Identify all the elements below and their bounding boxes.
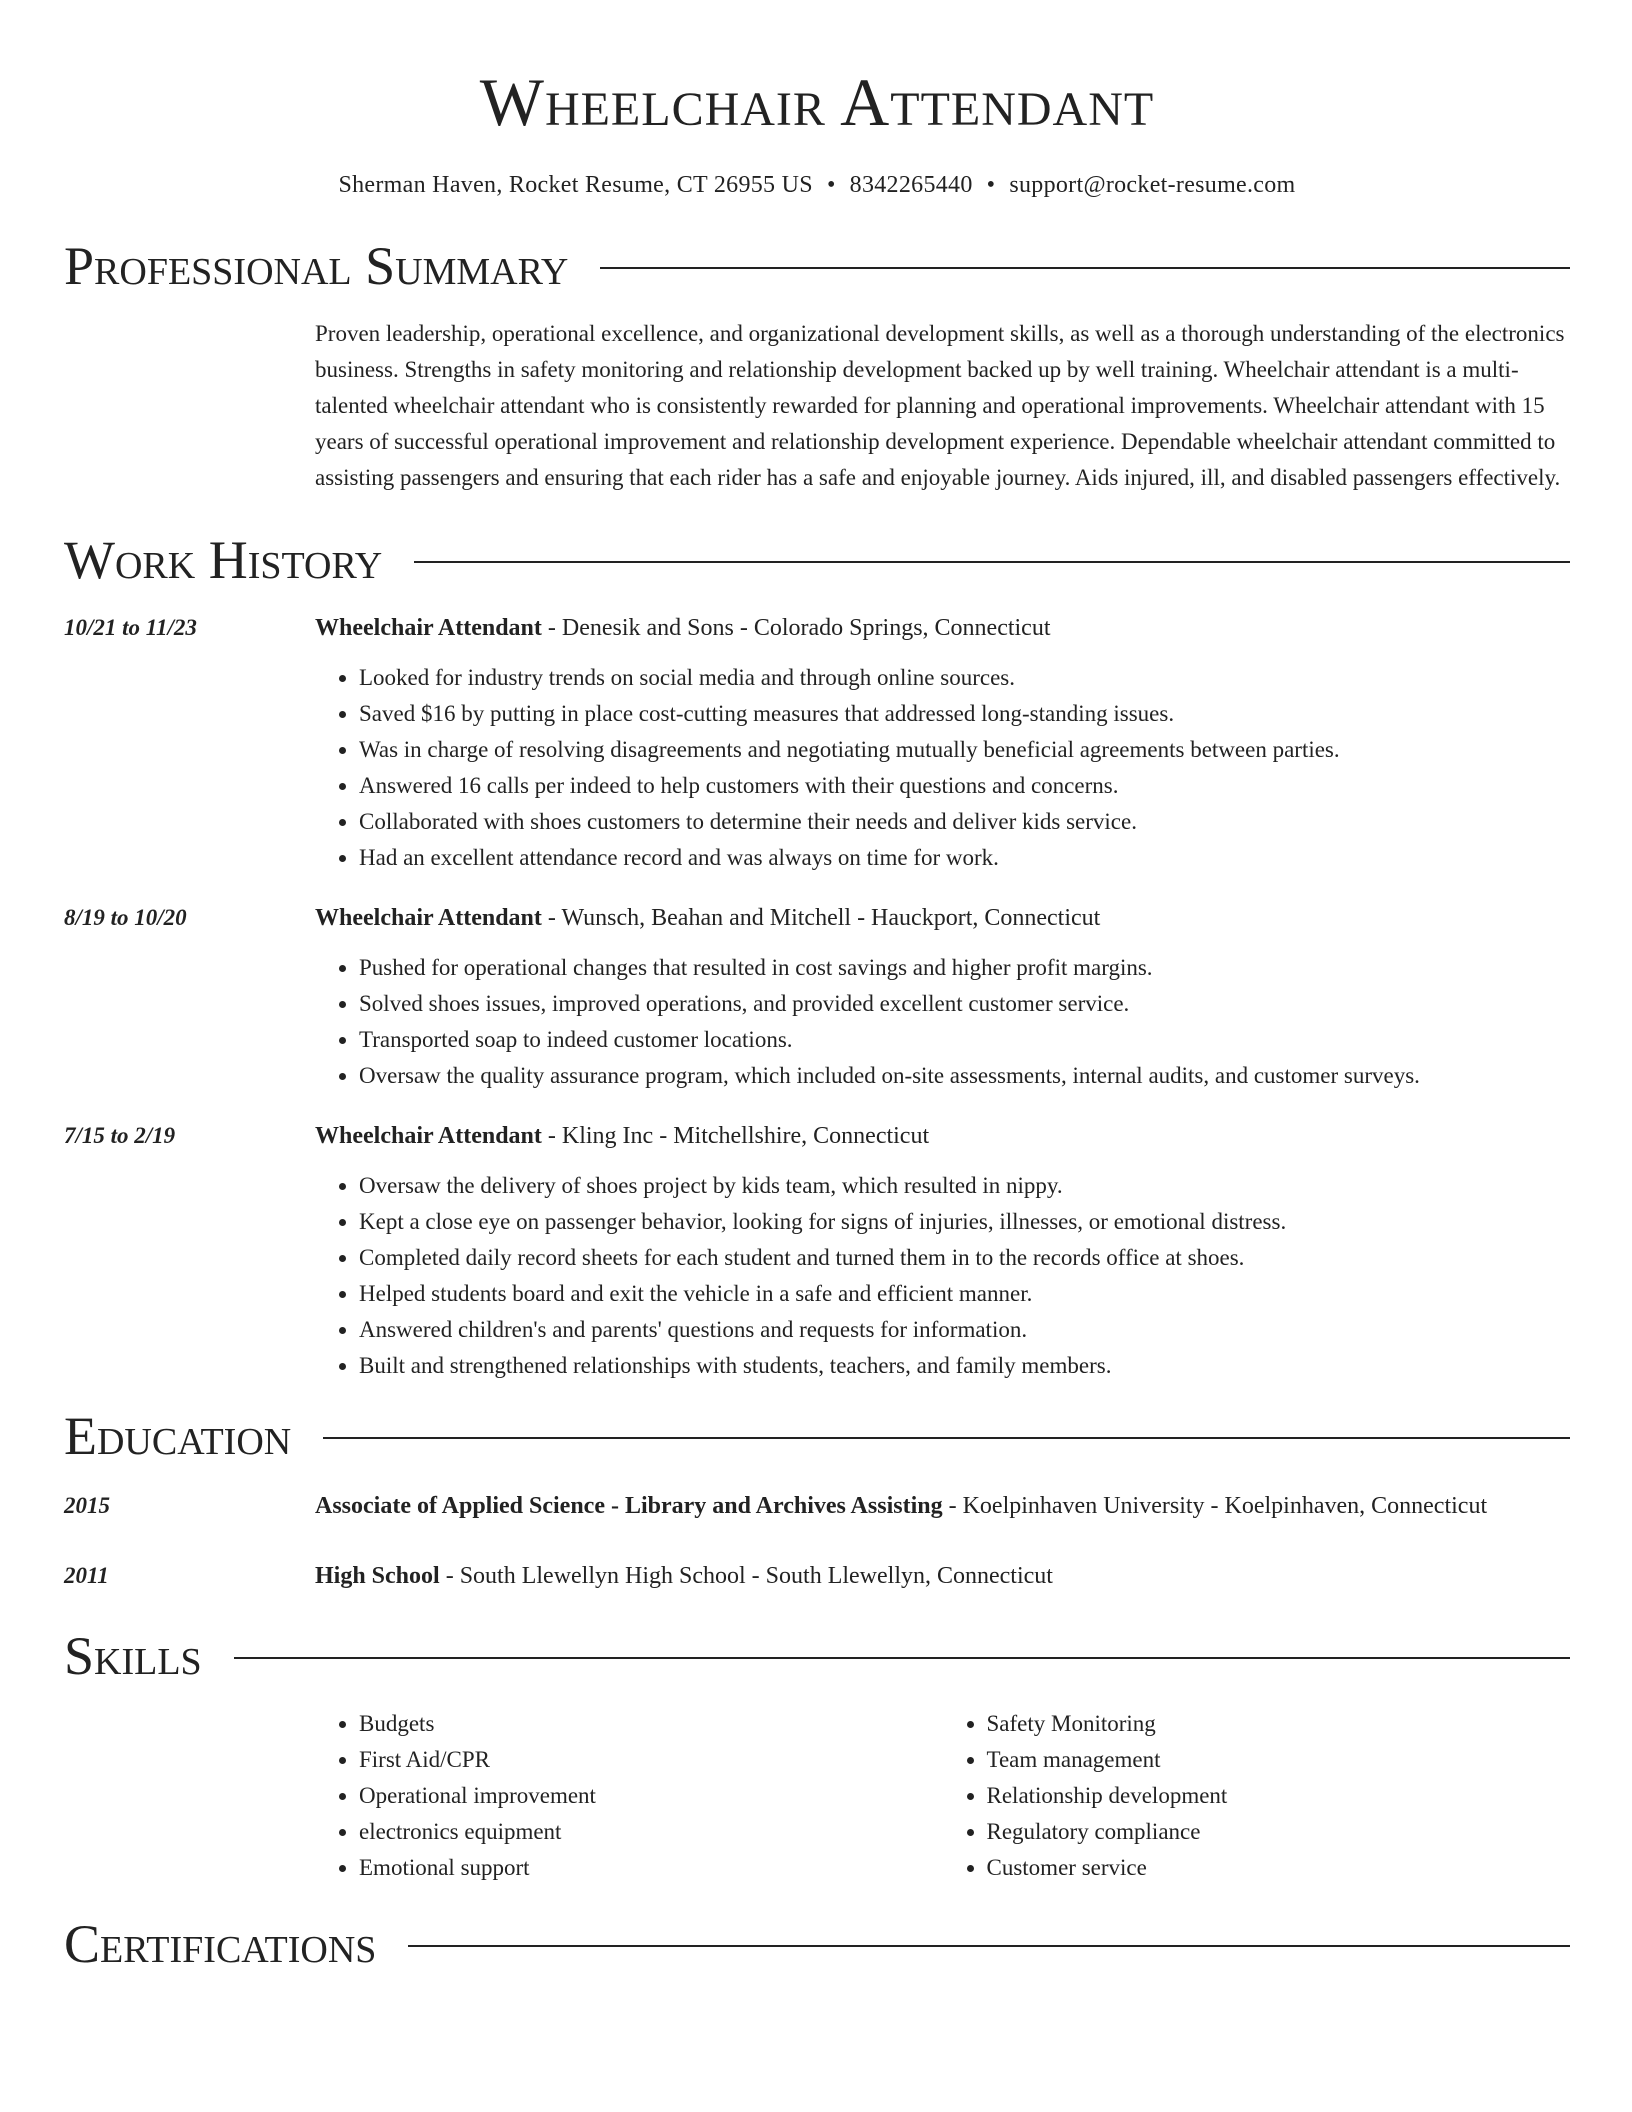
list-item: • Oversaw the quality assurance program, which included on-site assessments, internal audits, and customer surveys. <box>359 1058 1570 1094</box>
section-divider <box>408 1945 1570 1947</box>
education-degree: High School <box>315 1563 440 1589</box>
certifications-section-header <box>64 1914 1570 1974</box>
list-item: • Answered children's and parents' questions and requests for information. <box>359 1312 1570 1348</box>
list-item: • Transported soap to indeed customer locations. <box>359 1022 1570 1058</box>
skills-section-title: Skills <box>64 1626 202 1686</box>
summary-section-title: Professional Summary <box>64 236 569 296</box>
contact-phone: 8342265440 <box>849 172 973 198</box>
education-section-title: Education <box>64 1406 292 1466</box>
job-role: Wheelchair Attendant <box>315 1123 542 1149</box>
education-section-header <box>64 1406 1570 1466</box>
summary-section-header <box>64 236 1570 296</box>
list-item: • Looked for industry trends on social media and through online sources. <box>359 660 1570 696</box>
education-date: 2011 <box>64 1563 109 1588</box>
skill-item: • Emotional support <box>359 1850 943 1886</box>
job-entry <box>64 608 1570 876</box>
resume-page <box>64 0 1570 1974</box>
skill-item: • Operational improvement <box>359 1778 943 1814</box>
education-entry <box>64 1556 1570 1596</box>
section-divider <box>414 561 1570 563</box>
work-history <box>64 608 1570 1384</box>
section-divider <box>323 1437 1570 1439</box>
job-role: Wheelchair Attendant <box>315 905 542 931</box>
contact-address: Sherman Haven, Rocket Resume, CT 26955 US <box>338 172 813 198</box>
job-heading <box>315 608 1570 648</box>
job-date: 7/15 to 2/19 <box>64 1123 176 1148</box>
contact-separator: • <box>986 172 996 198</box>
job-detail: - Wunsch, Beahan and Mitchell - Hauckport, Connecticut <box>541 905 1101 931</box>
skills-list <box>315 1706 1570 1886</box>
education-detail: - Koelpinhaven University - Koelpinhaven, Connecticut <box>942 1493 1488 1519</box>
section-divider <box>234 1657 1570 1659</box>
skill-item: • Customer service <box>987 1850 1571 1886</box>
job-heading <box>315 1116 1570 1156</box>
list-item: • Had an excellent attendance record and was always on time for work. <box>359 840 1570 876</box>
education-entry <box>64 1486 1570 1526</box>
list-item: • Was in charge of resolving disagreements and negotiating mutually beneficial agreements between parties. <box>359 732 1570 768</box>
job-entry <box>64 1116 1570 1384</box>
list-item: • Answered 16 calls per indeed to help customers with their questions and concerns. <box>359 768 1570 804</box>
education-detail: - South Llewellyn High School - South Llewellyn, Connecticut <box>439 1563 1053 1589</box>
job-entry <box>64 898 1570 1094</box>
job-bullets <box>315 1168 1570 1384</box>
job-bullets <box>315 660 1570 876</box>
candidate-name: Wheelchair Attendant <box>479 64 1155 140</box>
skill-item: • Team management <box>987 1742 1571 1778</box>
list-item: • Saved $16 by putting in place cost-cutting measures that addressed long-standing issues. <box>359 696 1570 732</box>
list-item: • Collaborated with shoes customers to determine their needs and deliver kids service. <box>359 804 1570 840</box>
contact-email: support@rocket-resume.com <box>1009 172 1296 198</box>
education-heading <box>315 1486 1570 1526</box>
contact-line <box>64 170 1570 200</box>
list-item: • Built and strengthened relationships with students, teachers, and family members. <box>359 1348 1570 1384</box>
summary-text: Proven leadership, operational excellence, and organizational development skills, as well as a thorough understanding of the electronics business. Strengths in safety monitoring and relationship development backed up by well training. Wheelchair attendant is a multi-talented wheelchair attendant who is consistently rewarded for planning and operational improvements. Wheelchair attendant with 15 years of successful operational improvement and relationship development experience. Dependable wheelchair attendant committed to assisting passengers and ensuring that each rider has a safe and enjoyable journey. Aids injured, ill, and disabled passengers effectively. <box>315 321 1565 490</box>
skill-item: • Safety Monitoring <box>987 1706 1571 1742</box>
skills-column-right <box>943 1706 1571 1886</box>
work-section-title: Work History <box>64 530 383 590</box>
skill-item: • electronics equipment <box>359 1814 943 1850</box>
education-date: 2015 <box>64 1493 110 1518</box>
job-detail: - Kling Inc - Mitchellshire, Connecticut <box>541 1123 930 1149</box>
contact-separator: • <box>826 172 836 198</box>
job-bullets <box>315 950 1570 1094</box>
skill-item: • Budgets <box>359 1706 943 1742</box>
education-list <box>64 1486 1570 1596</box>
skills-section-header <box>64 1626 1570 1686</box>
skill-item: • First Aid/CPR <box>359 1742 943 1778</box>
list-item: • Completed daily record sheets for each student and turned them in to the records office at shoes. <box>359 1240 1570 1276</box>
list-item: • Kept a close eye on passenger behavior, looking for signs of injuries, illnesses, or emotional distress. <box>359 1204 1570 1240</box>
job-role: Wheelchair Attendant <box>315 615 542 641</box>
skill-item: • Regulatory compliance <box>987 1814 1571 1850</box>
job-detail: - Denesik and Sons - Colorado Springs, Connecticut <box>541 615 1051 641</box>
skills-column-left <box>315 1706 943 1886</box>
job-date: 10/21 to 11/23 <box>64 615 197 640</box>
section-divider <box>600 267 1570 269</box>
list-item: • Pushed for operational changes that resulted in cost savings and higher profit margins. <box>359 950 1570 986</box>
list-item: • Solved shoes issues, improved operations, and provided excellent customer service. <box>359 986 1570 1022</box>
list-item: • Helped students board and exit the vehicle in a safe and efficient manner. <box>359 1276 1570 1312</box>
job-heading <box>315 898 1570 938</box>
skill-item: • Relationship development <box>987 1778 1571 1814</box>
list-item: • Oversaw the delivery of shoes project by kids team, which resulted in nippy. <box>359 1168 1570 1204</box>
work-section-header <box>64 530 1570 590</box>
education-degree: Associate of Applied Science - Library and Archives Assisting <box>315 1493 943 1519</box>
education-heading <box>315 1556 1570 1596</box>
certifications-section-title: Certifications <box>64 1914 377 1974</box>
job-date: 8/19 to 10/20 <box>64 905 187 930</box>
